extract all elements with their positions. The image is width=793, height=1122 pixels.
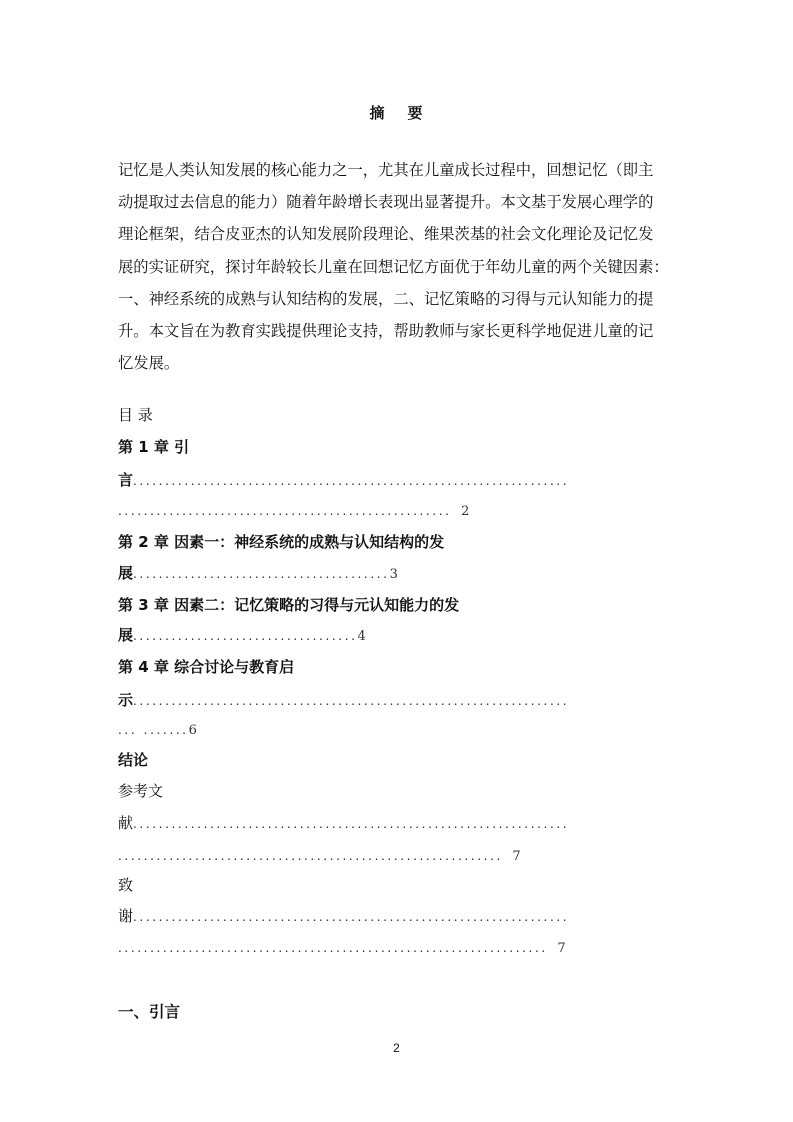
- abstract-title-char-2: 要: [407, 104, 424, 122]
- toc-leader-dots: ........................................: [133, 567, 390, 581]
- toc-heading: 目 录: [118, 406, 153, 424]
- toc-entry-chapter-1-cont[interactable]: [118, 469, 569, 491]
- toc-leader-dots: ....................................................................: [133, 910, 570, 924]
- toc-entry-references-page-line[interactable]: [118, 844, 521, 866]
- toc-entry-acknowledgements-page-line[interactable]: [118, 936, 566, 958]
- toc-page-number: 7: [557, 941, 566, 956]
- toc-leader-dots: ....................................................................: [133, 694, 570, 708]
- toc-entry-references[interactable]: 参考文: [118, 782, 164, 800]
- abstract-line: 记忆是人类认知发展的核心能力之一，尤其在儿童成长过程中，回想记忆（即主: [118, 161, 654, 179]
- toc-entry-chapter-2[interactable]: 第 2 章 因素一：神经系统的成熟与认知结构的发: [118, 533, 445, 551]
- abstract-title: [0, 102, 793, 123]
- toc-entry-text: 示: [118, 691, 134, 709]
- toc-entry-chapter-4-page-line[interactable]: [118, 718, 197, 740]
- toc-leader-dots: ............................................................: [118, 849, 503, 863]
- toc-leader-dots: ....................................................................: [133, 817, 570, 831]
- toc-page-number: 2: [461, 504, 470, 519]
- abstract-line: 理论框架，结合皮亚杰的认知发展阶段理论、维果茨基的社会文化理论及记忆发: [118, 225, 654, 244]
- toc-entry-acknowledgements[interactable]: 致: [118, 876, 134, 894]
- toc-entry-chapter-2-cont[interactable]: [118, 562, 398, 584]
- toc-page-number: 3: [389, 567, 398, 582]
- abstract-body: [118, 154, 686, 379]
- toc-entry-chapter-3[interactable]: 第 3 章 因素二：记忆策略的习得与元认知能力的发: [118, 596, 460, 614]
- abstract-line: 展的实证研究，探讨年龄较长儿童在回想记忆方面优于年幼儿童的两个关键因素：: [118, 257, 669, 276]
- toc-entry-chapter-1-page-line[interactable]: [118, 499, 469, 521]
- toc-entry-text: 言: [118, 471, 134, 489]
- toc-entry-text: 献: [118, 814, 134, 832]
- toc-entry-chapter-4[interactable]: 第 4 章 综合讨论与教育启: [118, 658, 295, 676]
- abstract-line: 忆发展。: [118, 354, 180, 373]
- toc-entry-acknowledgements-cont[interactable]: [118, 905, 569, 927]
- toc-leader-dots: ....................................................: [118, 504, 452, 518]
- toc-entry-chapter-3-cont[interactable]: [118, 624, 366, 646]
- toc-entry-references-cont[interactable]: [118, 812, 569, 834]
- toc-entry-text: 展: [118, 626, 134, 644]
- toc-entry-text: 展: [118, 564, 134, 582]
- page-number: 2: [393, 1041, 400, 1055]
- abstract-line: 一、神经系统的成熟与认知结构的发展，二、记忆策略的习得与元认知能力的提: [118, 289, 654, 308]
- toc-leader-dots: ...................................................................: [118, 941, 548, 955]
- toc-page-number: 7: [512, 849, 521, 864]
- toc-entry-chapter-1[interactable]: 第 1 章 引: [118, 438, 190, 456]
- toc-entry-conclusion[interactable]: 结论: [118, 751, 149, 769]
- abstract-line: 升。本文旨在为教育实践提供理论支持，帮助教师与家长更科学地促进儿童的记: [118, 322, 654, 341]
- section-heading-introduction: 一、引言: [118, 1003, 181, 1021]
- abstract-line: 动提取过去信息的能力）随着年龄增长表现出显著提升。本文基于发展心理学的: [118, 193, 654, 212]
- toc-entry-chapter-4-cont[interactable]: [118, 689, 569, 711]
- toc-leader-dots: ... .......: [118, 723, 189, 737]
- abstract-title-char-1: 摘: [369, 104, 386, 122]
- toc-page-number: 4: [357, 629, 366, 644]
- toc-leader-dots: ....................................................................: [133, 474, 570, 488]
- toc-leader-dots: ...................................: [133, 629, 358, 643]
- toc-page-number: 6: [188, 723, 197, 738]
- toc-entry-text: 谢: [118, 907, 134, 925]
